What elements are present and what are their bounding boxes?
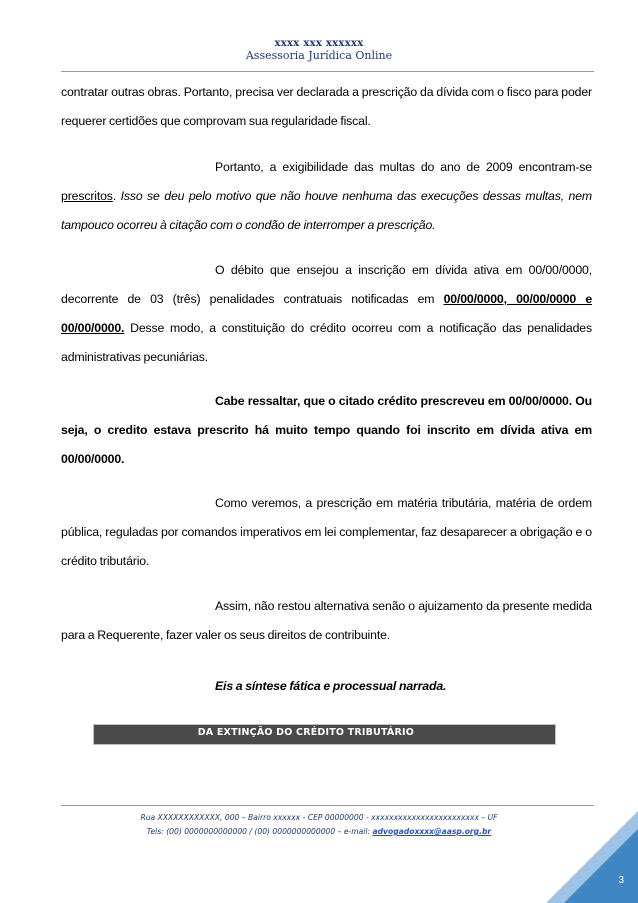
paragraph-2-text: Portanto, a exigibilidade das multas do ano de 2009 encontram-se xyxy=(215,160,592,174)
paragraph-2-underlined: prescritos xyxy=(61,189,113,203)
paragraph-2-period: . xyxy=(112,189,121,203)
corner-dark-triangle xyxy=(564,829,638,903)
paragraph-1: contratar outras obras. Portanto, precisa ver declarada a prescrição da dívida com o fisco para poder requerer certidões que comprovam sua regularidade fiscal. xyxy=(61,85,592,128)
paragraph-3-dates: 00/00/0000, 00/00/0000 e 00/00/0000. xyxy=(61,292,593,335)
paragraph-4: Cabe ressaltar, que o citado crédito prescreveu em 00/00/0000. Ou seja, o credito estava prescrito há muito tempo quando foi inscrito em dívida ativa em 00/00/0000. xyxy=(61,394,592,466)
page-header xyxy=(0,38,638,62)
footer-contact xyxy=(0,825,638,839)
paragraph-3-text: O débito que ensejou a inscrição em dívida ativa em 00/00/0000, decorrente de 03 (três) penalidades contratuais notificadas em xyxy=(61,263,592,306)
paragraph-5: Como veremos, a prescrição em matéria tributária, matéria de ordem pública, reguladas por comandos imperativos em lei complementar, faz desaparecer a obrigação e o crédito tributário. xyxy=(61,496,592,568)
section-heading: DA EXTINÇÃO DO CRÉDITO TRIBUTÁRIO xyxy=(197,727,414,738)
page-footer xyxy=(0,811,638,839)
footer-email-link[interactable]: advogadoxxxx@aasp.org.br xyxy=(372,827,492,836)
paragraph-2-italic: Isso se deu pelo motivo que não houve nenhuma das execuções dessas multas, nem tampouco ocorreu à citação com o condão de interromper a prescrição. xyxy=(61,189,592,232)
paragraph-7: Eis a síntese fática e processual narrada. xyxy=(215,679,447,693)
footer-phones: Tels: (00) 0000000000000 / (00) 0000000000000 – e-mail: xyxy=(146,827,373,836)
header-title: xxxx xxx xxxxxx xyxy=(274,38,364,49)
section-heading-bar xyxy=(93,724,556,745)
header-divider xyxy=(61,71,594,72)
paragraph-6: Assim, não restou alternativa senão o ajuizamento da presente medida para a Requerente, fazer valer os seus direitos de contribuinte. xyxy=(61,599,592,642)
paragraph-3-tail: Desse modo, a constituição do crédito ocorreu com a notificação das penalidades administrativas pecuniárias. xyxy=(61,321,592,364)
footer-address: Rua XXXXXXXXXXXX, 000 – Bairro xxxxxx - CEP 00000000 - xxxxxxxxxxxxxxxxxxxxxxxx – UF xyxy=(140,813,498,822)
header-subtitle: Assessoria Jurídica Online xyxy=(245,49,393,62)
footer-divider xyxy=(61,805,594,806)
paragraph-2 xyxy=(61,153,592,240)
page-corner-decoration xyxy=(546,811,638,903)
page-number: 3 xyxy=(618,875,624,886)
paragraph-3 xyxy=(61,256,592,372)
